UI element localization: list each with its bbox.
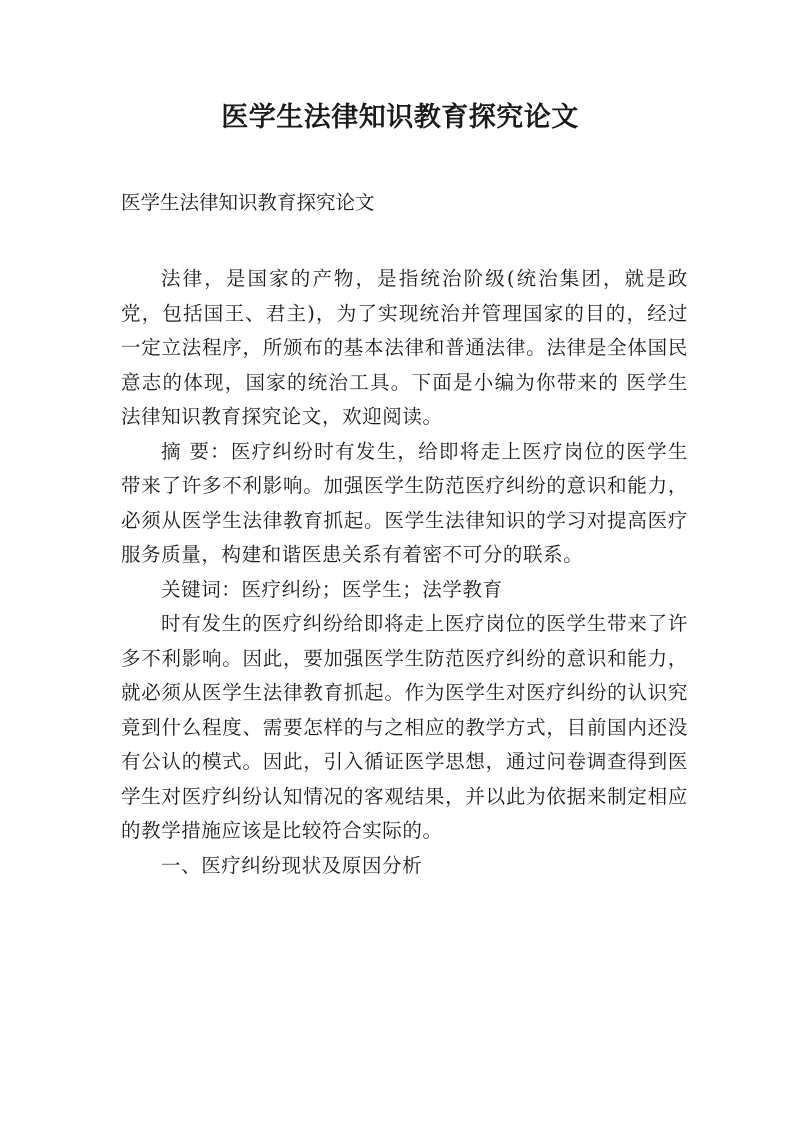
document-subtitle: 医学生法律知识教育探究论文 [121,191,375,214]
keywords-paragraph: 关键词：医疗纠纷；医学生；法学教育 [161,577,503,601]
abstract-paragraph: 摘 要：医疗纠纷时有发生，给即将走上医疗岗位的医学生带来了许多不利影响。加强医学生防范医疗纠纷的意识和能力，必须从医学生法律教育抓起。医学生法律知识的学习对提高医疗服务质量，构建和谐医患关系有着密不可分的联系。 [121,439,688,566]
body-paragraph: 时有发生的医疗纠纷给即将走上医疗岗位的医学生带来了许多不利影响。因此，要加强医学生防范医疗纠纷的意识和能力，就必须从医学生法律教育抓起。作为医学生对医疗纠纷的认识究竟到什么程度、需要怎样的与之相应的教学方式，目前国内还没有公认的模式。因此，引入循证医学思想，通过问卷调查得到医学生对医疗纠纷认知情况的客观结果，并以此为依据来制定相应的教学措施应该是比较符合实际的。 [121,612,688,842]
intro-paragraph: 法律，是国家的产物，是指统治阶级(统治集团，就是政党，包括国王、君主)，为了实现统治并管理国家的目的，经过一定立法程序，所颁布的基本法律和普通法律。法律是全体国民意志的体现，国家的统治工具。下面是小编为你带来的 医学生法律知识教育探究论文，欢迎阅读。 [121,267,688,428]
document-body [121,262,688,883]
section-heading: 一、医疗纠纷现状及原因分析 [161,853,423,877]
document-title: 医学生法律知识教育探究论文 [221,102,579,133]
